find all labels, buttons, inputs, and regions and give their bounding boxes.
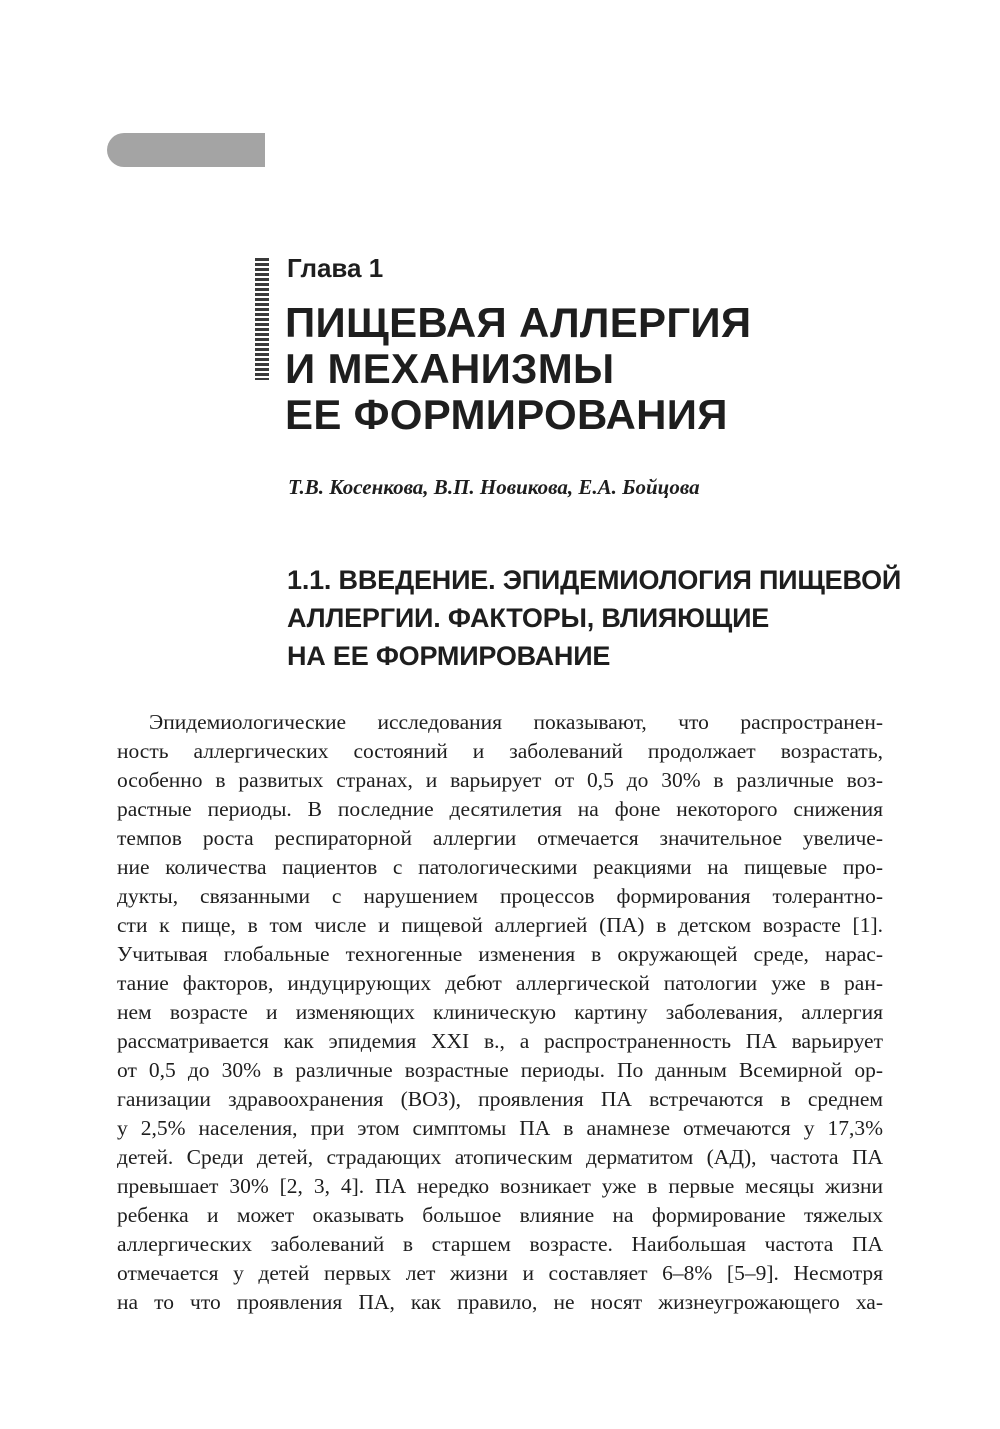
chapter-tab-decoration bbox=[107, 133, 265, 167]
body-line: ребенка и может оказывать большое влияние на формирование тяжелых bbox=[117, 1203, 883, 1227]
body-line: ние количества пациентов с патологическими реакциями на пищевые про- bbox=[117, 855, 883, 879]
body-line: тание факторов, индуцирующих дебют аллергической патологии уже в ран- bbox=[117, 971, 883, 995]
chapter-authors: Т.В. Косенкова, В.П. Новикова, Е.А. Бойцова bbox=[288, 475, 700, 499]
body-line: нем возрасте и изменяющих клиническую картину заболевания, аллергия bbox=[117, 1000, 883, 1024]
chapter-title-line: И МЕХАНИЗМЫ bbox=[285, 345, 615, 392]
body-line: на то что проявления ПА, как правило, не носят жизнеугрожающего ха- bbox=[117, 1290, 883, 1314]
body-line: темпов роста респираторной аллергии отмечается значительное увеличе- bbox=[117, 826, 883, 850]
section-title bbox=[287, 561, 901, 675]
body-line: превышает 30% [2, 3, 4]. ПА нередко возникает уже в первые месяцы жизни bbox=[117, 1174, 883, 1198]
section-title-line: 1.1. ВВЕДЕНИЕ. ЭПИДЕМИОЛОГИЯ ПИЩЕВОЙ bbox=[287, 565, 902, 595]
body-line: ганизации здравоохранения (ВОЗ), проявления ПА встречаются в среднем bbox=[117, 1087, 883, 1111]
body-line: у 2,5% населения, при этом симптомы ПА в анамнезе отмечаются у 17,3% bbox=[117, 1116, 883, 1140]
body-line: особенно в развитых странах, и варьирует от 0,5 до 30% в различные воз- bbox=[117, 768, 883, 792]
body-line: от 0,5 до 30% в различные возрастные периоды. По данным Всемирной ор- bbox=[117, 1058, 883, 1082]
body-line: ность аллергических состояний и заболеваний продолжает возрастать, bbox=[117, 739, 883, 763]
chapter-label: Глава 1 bbox=[287, 253, 384, 283]
section-title-line: НА ЕЕ ФОРМИРОВАНИЕ bbox=[287, 641, 611, 671]
body-line: детей. Среди детей, страдающих атопическим дерматитом (АД), частота ПА bbox=[117, 1145, 883, 1169]
chapter-title-line: ПИЩЕВАЯ АЛЛЕРГИЯ bbox=[285, 299, 752, 346]
body-line: дукты, связанными с нарушением процессов формирования толерантно- bbox=[117, 884, 883, 908]
section-title-line: АЛЛЕРГИИ. ФАКТОРЫ, ВЛИЯЮЩИЕ bbox=[287, 603, 770, 633]
body-line: Учитывая глобальные техногенные изменения в окружающей среде, нарас- bbox=[117, 942, 883, 966]
body-line: сти к пище, в том числе и пищевой аллергией (ПА) в детском возрасте [1]. bbox=[117, 913, 883, 937]
body-line: аллергических заболеваний в старшем возрасте. Наибольшая частота ПА bbox=[117, 1232, 883, 1256]
body-line: рассматривается как эпидемия XXI в., а распространенность ПА варьирует bbox=[117, 1029, 883, 1053]
body-paragraph bbox=[117, 708, 883, 1317]
chapter-title bbox=[285, 300, 751, 438]
body-line: отмечается у детей первых лет жизни и составляет 6–8% [5–9]. Несмотря bbox=[117, 1261, 883, 1285]
body-line: растные периоды. В последние десятилетия на фоне некоторого снижения bbox=[117, 797, 883, 821]
chapter-title-line: ЕЕ ФОРМИРОВАНИЯ bbox=[285, 391, 728, 438]
body-line: Эпидемиологические исследования показывают, что распространен- bbox=[149, 710, 883, 734]
chapter-rule-decoration bbox=[255, 258, 269, 380]
